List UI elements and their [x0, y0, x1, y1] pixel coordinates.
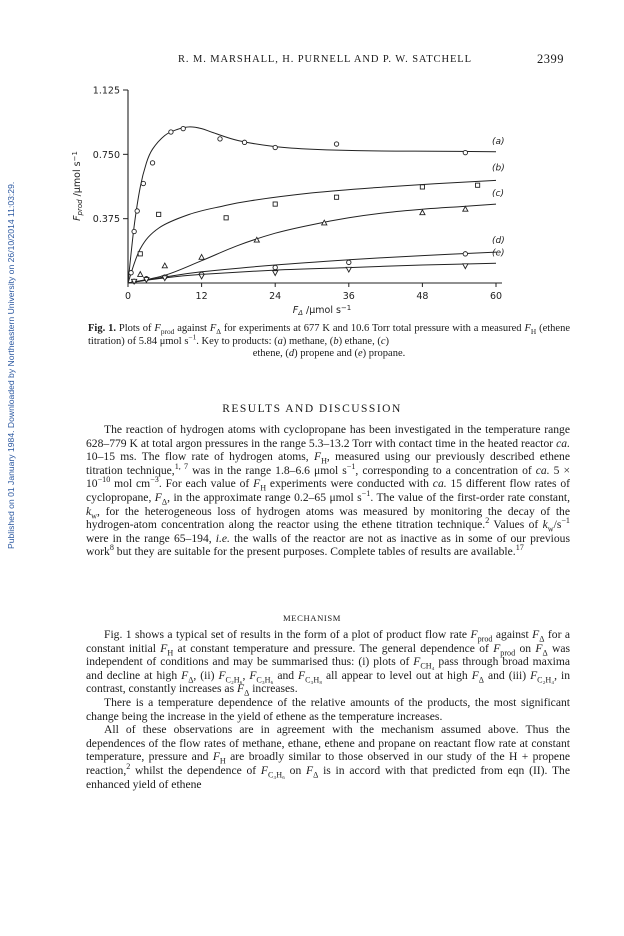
series-label: (a)	[492, 136, 505, 147]
caption-key: c	[380, 335, 386, 347]
caption-text: ) methane, (	[282, 335, 334, 347]
data-point	[141, 181, 145, 185]
caption-var: F	[209, 323, 217, 334]
x-axis-label-sub: Δ	[298, 309, 303, 316]
series-curve-1	[128, 127, 496, 283]
caption-label: Fig. 1.	[88, 323, 116, 334]
x-ticks	[125, 283, 502, 302]
x-axis-label-sup: −1	[340, 304, 352, 312]
data-point	[334, 195, 338, 199]
caption-sub: H	[530, 327, 537, 337]
y-axis-label	[71, 151, 84, 221]
caption-text: )	[385, 335, 390, 347]
series-label: (e)	[492, 248, 505, 259]
download-notice-sidebar: Published on 01 January 1984. Downloaded by Northeastern University on 26/10/2014 11:03:29.	[6, 181, 16, 549]
data-point	[273, 271, 278, 276]
data-point	[162, 263, 167, 268]
header-authors: R. M. MARSHALL, H. PURNELL AND P. W. SATCHELL	[178, 54, 472, 65]
data-point	[242, 140, 246, 144]
data-point	[157, 212, 161, 216]
series-label: (d)	[492, 236, 505, 247]
data-point	[218, 137, 222, 141]
data-point	[463, 206, 468, 211]
data-point	[135, 209, 139, 213]
caption-var: F	[524, 323, 531, 334]
y-tick-label: 1.125	[92, 85, 120, 97]
data-point	[169, 130, 173, 134]
data-point	[273, 202, 277, 206]
caption-text: ) propane.	[362, 348, 406, 360]
y-tick-label: 0.750	[92, 149, 120, 161]
data-point	[129, 271, 133, 275]
caption-sup: −1	[188, 332, 197, 342]
caption-key: d	[288, 348, 295, 360]
caption-sub: prod	[160, 327, 175, 337]
data-point	[138, 272, 143, 277]
x-axis-label	[293, 304, 352, 316]
paragraph-2-text: Fig. 1 shows a typical set of results in the form of a plot of product flow rate $F_{prod}$ against $F_\Delta$ for a constant initial $F_H$ at constant temperature and pressure. The general dependence of $F_{prod}$ on $F_\Delta$ was independent of conditions and may be summarised thus: (i) plots of $F_{CH_4}$ pass through broad maxima and decline at high $F_\Delta$, (ii) $F_{C_2H_6}$, $F_{C_3H_6}$ and $F_{C_3H_8}$ all appear to level out at high $F_\Delta$ and (iii) $F_{C_2H_4}$, in contrast, constantly increases as $F_\Delta$ increases.	[86, 628, 571, 698]
x-tick-label: 36	[342, 291, 355, 302]
data-point	[463, 264, 468, 269]
x-tick-label: 60	[489, 291, 503, 302]
figure-caption	[88, 323, 570, 361]
data-point	[150, 161, 154, 165]
caption-text: against	[174, 323, 210, 334]
y-axis-label-unit: /μmol s	[72, 161, 83, 200]
data-point	[346, 267, 351, 272]
data-point	[138, 252, 142, 256]
caption-key: e	[358, 348, 363, 360]
subsection-heading: MECHANISM	[283, 613, 341, 623]
caption-text: (ethene titration) of 5.84 μmol s	[88, 323, 570, 347]
data-point	[181, 126, 185, 130]
x-axis-label-var: F	[292, 305, 299, 316]
data-point	[463, 252, 467, 256]
paragraph-1	[86, 423, 570, 559]
caption-text: ethene, (	[252, 348, 289, 360]
series-curve-5	[128, 263, 496, 283]
caption-text: . Key to products: (	[196, 335, 278, 347]
section-heading: RESULTS AND DISCUSSION	[222, 403, 402, 415]
y-axis-label-sub: prod	[76, 199, 84, 216]
data-point	[273, 265, 277, 269]
figure-1-chart	[60, 76, 540, 316]
paragraph-4-text: All of these observations are in agreement with the mechanism assumed above. Thus the dependences of the flow rates of methane, ethane, ethene and propane on reactant flow rate at constant temperature, pressure and $F_H$ are broadly similar to those observed in our study of the H + propene reaction,$^2$ whilst the dependence of $F_{C_3H_6}$ on $F_\Delta$ is in accord with that predicted from eqn (II). The enhanced yield of ethene	[86, 723, 571, 791]
x-tick-label: 24	[269, 291, 282, 302]
y-ticks	[93, 86, 128, 226]
data-point	[199, 274, 204, 279]
paragraph-3-text: There is a temperature dependence of the relative amounts of the products, the most significant change being the increase in the yield of ethene as the temperature increases.	[86, 695, 570, 723]
data-point	[347, 260, 351, 264]
caption-text: ) ethane, (	[338, 335, 381, 347]
caption-key: b	[333, 335, 339, 347]
series-label: (c)	[492, 189, 504, 200]
x-tick-label: 48	[416, 291, 429, 302]
page-number: 2399	[537, 52, 564, 66]
y-axis-label-sup: −1	[71, 151, 79, 162]
y-tick-label: 0.375	[92, 214, 120, 226]
series-points	[129, 126, 480, 284]
series-curve-2	[128, 180, 496, 283]
caption-sub: Δ	[216, 327, 221, 337]
data-point	[132, 229, 136, 233]
data-point	[273, 145, 277, 149]
data-point	[463, 150, 467, 154]
data-point	[199, 254, 204, 259]
caption-text: ) propene and (	[294, 348, 358, 360]
series-curve-3	[128, 204, 496, 283]
data-point	[420, 185, 424, 189]
y-axis-label-var: F	[72, 215, 83, 221]
series-label: (b)	[492, 163, 505, 174]
data-point	[420, 210, 425, 215]
paragraph-2-4	[86, 628, 570, 791]
series-curve-4	[128, 252, 496, 283]
data-point	[476, 183, 480, 187]
caption-key: a	[277, 335, 283, 347]
paragraph-1-text: The reaction of hydrogen atoms with cyclopropane has been investigated in the temperature range 628–779 K at total argon pressures in the range 5.3–13.2 Torr with contact time in the heated reactor ca. 10–15 ms. The flow rate of hydrogen atoms, $F_H$, measured using our previously described ethene titration technique,$^{1, 7}$ was in the range 1.8–6.6 μmol $s^{-1}$, corresponding to a concentration of ca. $5 \times 10^{-10}$ mol $cm^{-3}$. For each value of $F_H$ experiments were conducted with ca. 15 different flow rates of cyclopropane, $F_\Delta$, in the approximate range 0.2–65 μmol $s^{-1}$. The value of the first-order rate constant, $k_w$, for the heterogeneous loss of hydrogen atoms was measured by monitoring the decay of the hydrogen-atom concentration along the reactor using the ethene titration technique.$^2$ Values of $k_w/s^{-1}$ were in the range 65–194, i.e. the walls of the reactor are not as inactive as in some of our previous work$^8$ but they are suitable for the present purposes. Complete tables of results are available.$^{17}$	[86, 423, 571, 559]
x-tick-label: 0	[124, 291, 132, 302]
caption-var: F	[154, 323, 161, 334]
series-labels	[492, 137, 505, 259]
x-tick-label: 12	[195, 291, 208, 302]
caption-text: for experiments at 677 K and 10.6 Torr total pressure with a measured	[221, 323, 525, 334]
x-axis-label-unit: /μmol s	[302, 305, 341, 316]
data-point	[334, 142, 338, 146]
running-header	[0, 54, 624, 70]
data-point	[224, 216, 228, 220]
caption-last-line	[88, 348, 570, 361]
series-curves	[128, 127, 496, 283]
caption-text: Plots of	[115, 323, 155, 334]
